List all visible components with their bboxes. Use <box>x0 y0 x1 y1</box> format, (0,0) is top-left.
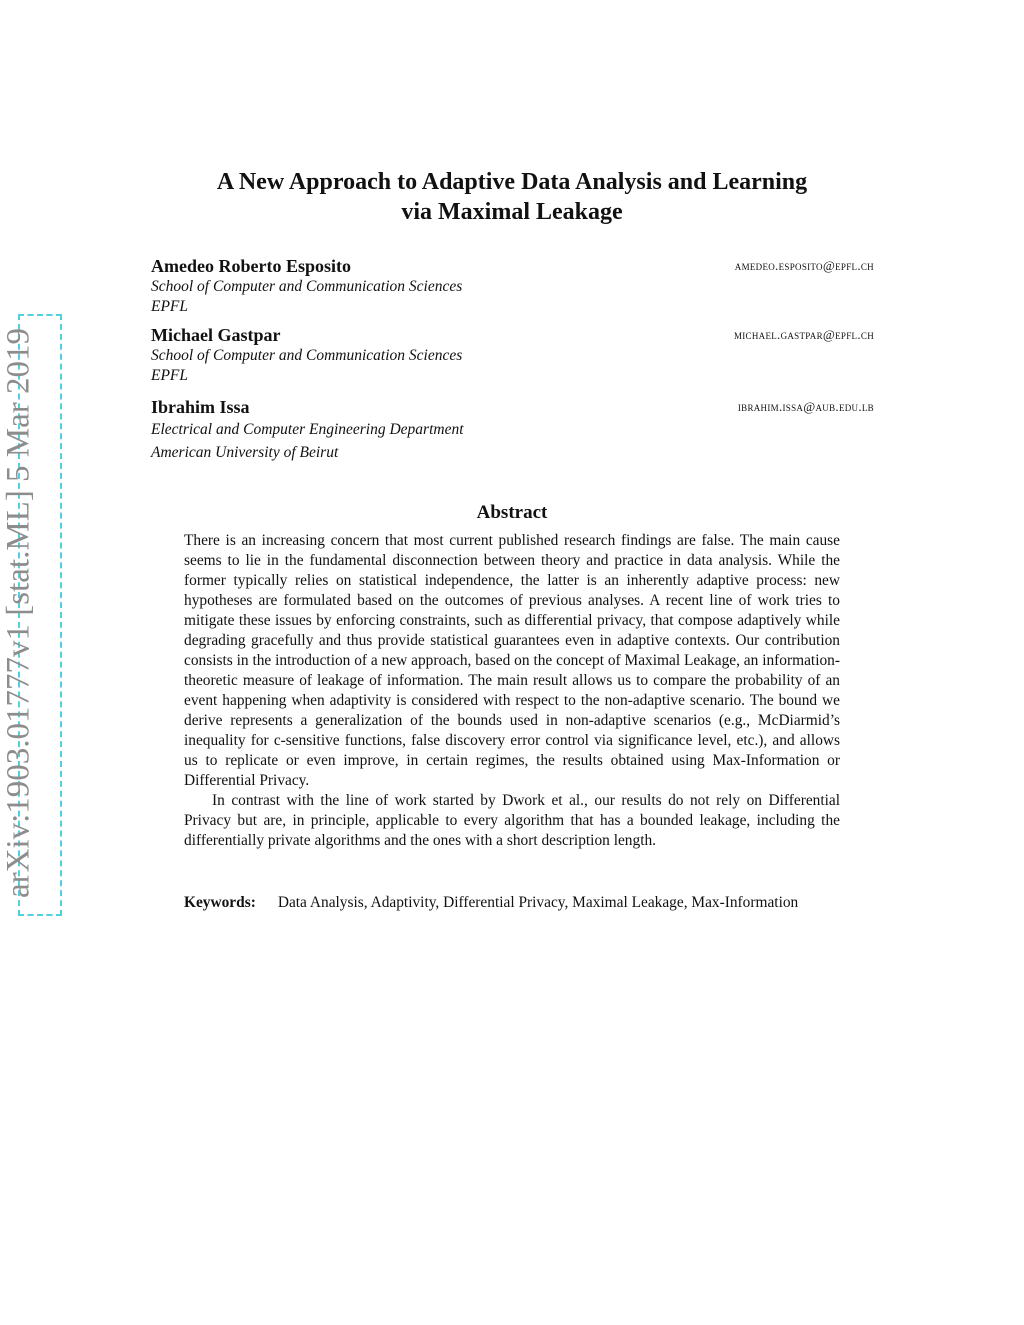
author-affiliation-inst: EPFL <box>151 298 189 315</box>
author-name: Michael Gastpar <box>151 325 281 345</box>
author-name: Ibrahim Issa <box>151 397 250 417</box>
keywords-text: Data Analysis, Adaptivity, Differential Privacy, Maximal Leakage, Max-Information <box>277 894 799 911</box>
author-block-3 <box>151 396 874 464</box>
author-affiliation-inst: American University of Beirut <box>151 444 339 461</box>
abstract-paragraph-2: In contrast with the line of work started by Dwork et al., our results do not rely on Differential Privacy but are, in principle, applicable to every algorithm that has a bounded leakage, including the differentially private algorithms and the ones with a short description length. <box>184 792 840 849</box>
keywords <box>184 893 840 913</box>
paper-title <box>130 167 894 227</box>
author-affiliation-dept: School of Computer and Communication Sciences <box>151 347 463 364</box>
author-email: amedeo.esposito@epfl.ch <box>734 258 874 273</box>
arxiv-stamp-text: arXiv:1903.01777v1 [stat.ML] 5 Mar 2019 <box>0 327 37 899</box>
title-line-1: A New Approach to Adaptive Data Analysis and Learning <box>216 169 808 195</box>
keywords-label: Keywords: <box>184 894 256 911</box>
author-block-2 <box>151 324 874 386</box>
author-email: ibrahim.issa@aub.edu.lb <box>737 399 874 414</box>
author-affiliation-inst: EPFL <box>151 367 189 384</box>
author-block-1 <box>151 255 874 317</box>
abstract-heading: Abstract <box>476 502 548 523</box>
author-name: Amedeo Roberto Esposito <box>151 256 351 276</box>
abstract-paragraph-1: There is an increasing concern that most current published research findings are false. The main cause seems to lie in the fundamental disconnection between theory and practice in data analysis. While the former typically relies on statistical independence, the latter is an inherently adaptive process: new hypotheses are formulated based on the outcomes of previous analyses. A recent line of work tries to mitigate these issues by enforcing constraints, such as differential privacy, that compose adaptively while degrading gracefully and thus provide statistical guarantees even in adaptive contexts. Our contribution consists in the introduction of a new approach, based on the concept of Maximal Leakage, an information-theoretic measure of leakage of information. The main result allows us to compare the probability of an event happening when adaptivity is considered with respect to the non-adaptive scenario. The bound we derive represents a generalization of the bounds used in non-adaptive scenarios (e.g., McDiarmid’s inequality for c-sensitive functions, false discovery error control via significance level, etc.), and allows us to replicate or even improve, in certain regimes, the results obtained using Max-Information or Differential Privacy. <box>184 532 840 789</box>
author-email: michael.gastpar@epfl.ch <box>733 327 874 342</box>
title-line-2: via Maximal Leakage <box>401 199 623 225</box>
abstract-body <box>184 531 840 851</box>
author-affiliation-dept: Electrical and Computer Engineering Department <box>151 421 464 438</box>
author-affiliation-dept: School of Computer and Communication Sciences <box>151 278 463 295</box>
